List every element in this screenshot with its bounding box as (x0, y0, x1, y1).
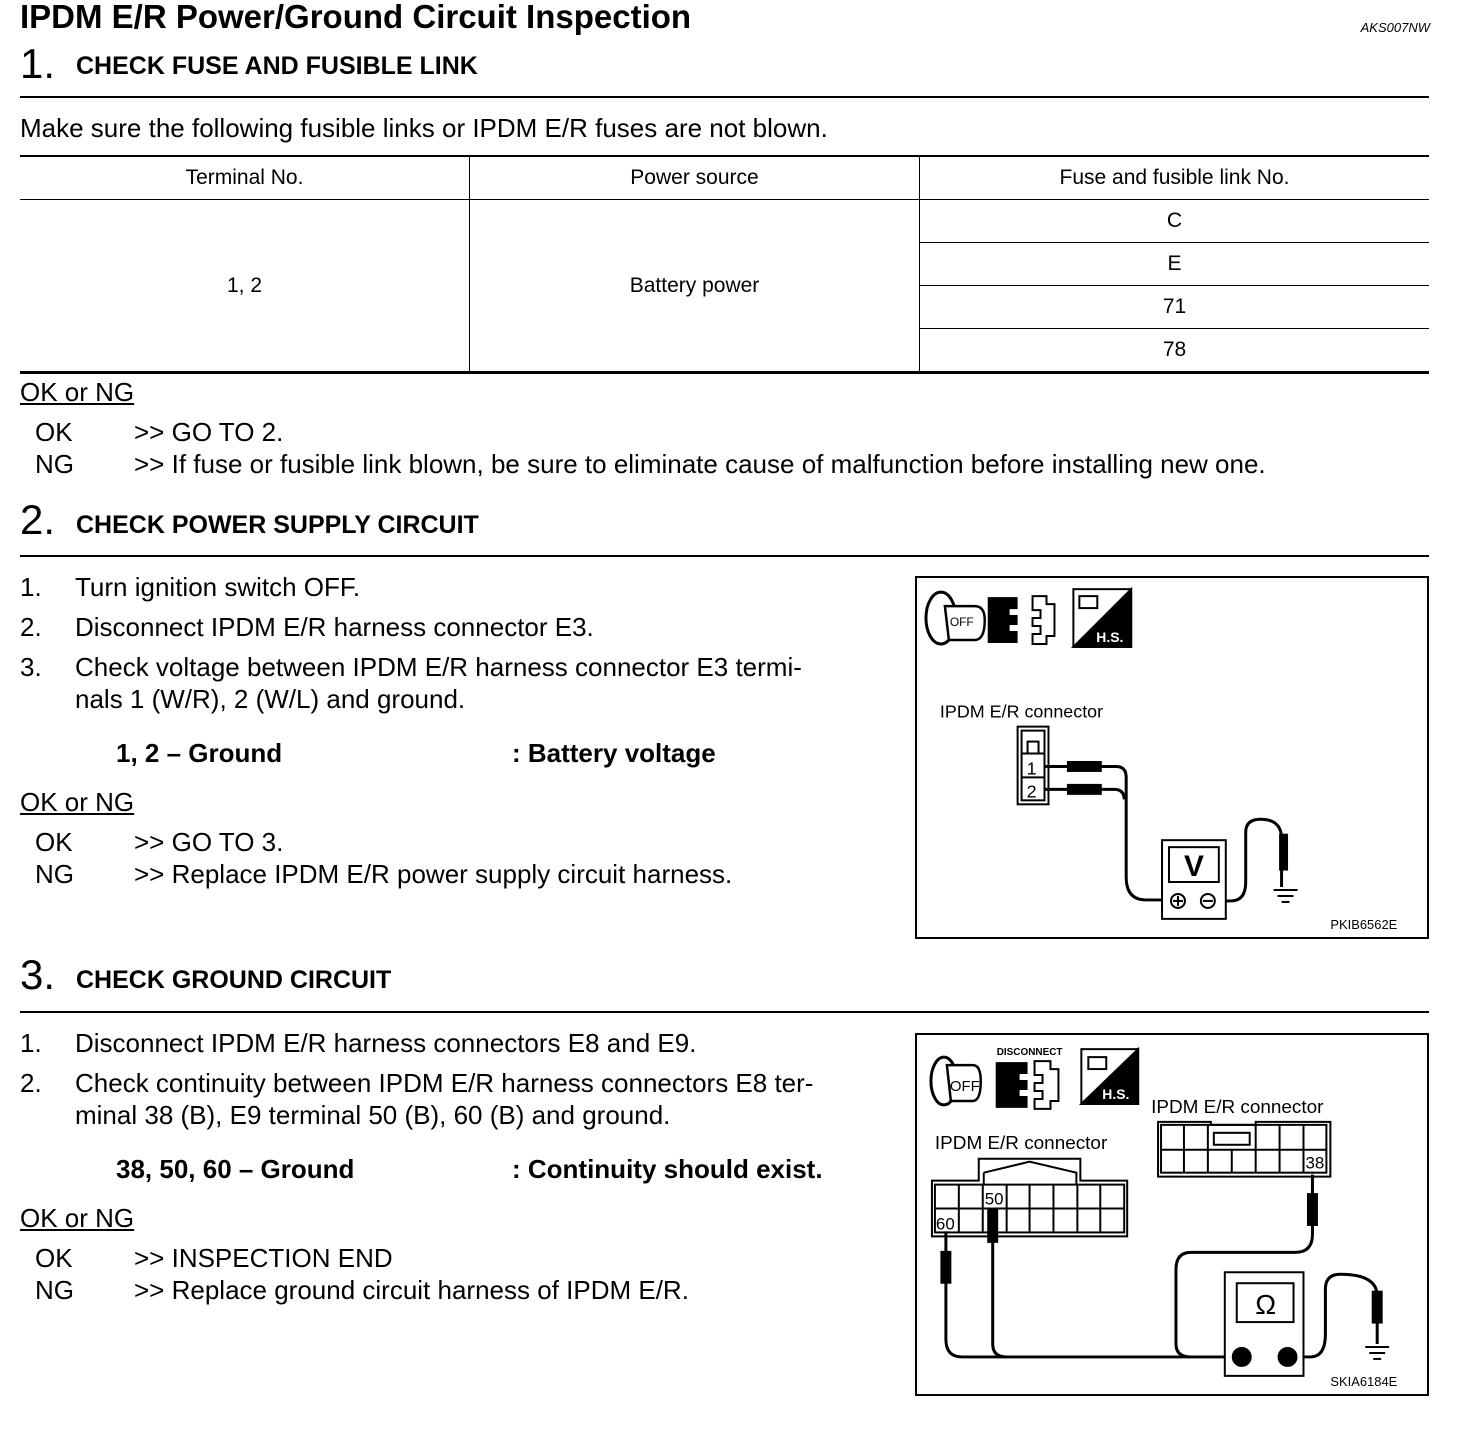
fuse-cell: 78 (920, 329, 1430, 373)
step-text: nals 1 (W/R), 2 (W/L) and ground. (75, 684, 466, 714)
disconnect-label: DISCONNECT (996, 1047, 1063, 1059)
connector-e3 (1018, 727, 1049, 805)
step-number: 2. (20, 612, 42, 642)
pin-60: 60 (935, 1214, 955, 1234)
section-1-number: 1. (20, 40, 56, 87)
result-ok-label: OK (35, 827, 73, 857)
figure-id: PKIB6562E (1330, 916, 1398, 932)
step-number: 3. (20, 652, 42, 682)
figure-id: SKIA6184E (1330, 1373, 1398, 1389)
step-text: minal 38 (B), E9 terminal 50 (B), 60 (B) and ground. (75, 1100, 671, 1130)
step-number: 2. (20, 1068, 42, 1098)
fuse-cell: 71 (920, 286, 1430, 329)
fuse-table (20, 155, 1429, 374)
pin-38: 38 (1305, 1153, 1325, 1173)
disconnect-connector-icon (997, 1061, 1059, 1109)
result-ng-text: >> If fuse or fusible link blown, be sure to eliminate cause of malfunction before installing new one. (134, 449, 1266, 479)
divider (20, 96, 1429, 98)
disconnect-connector-icon (989, 596, 1055, 644)
step-number: 1. (20, 572, 42, 602)
page-title: IPDM E/R Power/Ground Circuit Inspection (20, 0, 692, 35)
spec-value: : Battery voltage (512, 738, 716, 768)
section-1-heading: CHECK FUSE AND FUSIBLE LINK (76, 52, 478, 80)
connector-label: IPDM E/R connector (939, 701, 1104, 722)
column-header-power-source: Power source (470, 156, 920, 200)
result-ok-label: OK (35, 417, 73, 447)
spec-value: : Continuity should exist. (512, 1154, 823, 1184)
fuse-cell: E (920, 243, 1430, 286)
svg-text:OFF: OFF (949, 1077, 980, 1095)
step-text: Disconnect IPDM E/R harness connector E3. (75, 612, 594, 642)
result-ng-label: NG (35, 449, 74, 479)
step-text: Check continuity between IPDM E/R harness connectors E8 ter- (75, 1068, 814, 1098)
ground-icon (1365, 1347, 1389, 1359)
ok-ng-label: OK or NG (20, 787, 135, 817)
table-row (20, 200, 1429, 243)
spec-terminals: 38, 50, 60 – Ground (116, 1154, 355, 1184)
ohmmeter (1225, 1272, 1304, 1376)
section-3-heading: CHECK GROUND CIRCUIT (76, 966, 392, 994)
test-leads (942, 1175, 1381, 1357)
probe-terminal-icon (1279, 1348, 1297, 1366)
connector-e8 (1158, 1122, 1330, 1177)
column-header-fuse: Fuse and fusible link No. (920, 156, 1430, 200)
result-ok-text: >> GO TO 3. (134, 827, 284, 857)
result-ng-label: NG (35, 1275, 74, 1305)
connector-label-e9: IPDM E/R connector (934, 1132, 1108, 1154)
terminal-cell: 1, 2 (20, 200, 470, 373)
connector-label-e8: IPDM E/R connector (1151, 1096, 1324, 1118)
connector-e9 (932, 1159, 1127, 1237)
document-id: AKS007NW (1360, 20, 1430, 35)
ignition-off-icon (926, 592, 985, 644)
ok-ng-label: OK or NG (20, 1203, 135, 1233)
table-header-row (20, 156, 1429, 200)
pin-2: 2 (1026, 781, 1037, 802)
meter-symbol: Ω (1255, 1289, 1277, 1321)
harness-side-icon (1081, 1049, 1138, 1104)
svg-text:H.S.: H.S. (1102, 1085, 1130, 1102)
pin-50: 50 (984, 1189, 1004, 1209)
divider (20, 1011, 1429, 1013)
voltmeter (1162, 840, 1226, 919)
result-ng-label: NG (35, 859, 74, 889)
column-header-terminal: Terminal No. (20, 156, 470, 200)
section-1-intro: Make sure the following fusible links or IPDM E/R fuses are not blown. (20, 113, 828, 143)
result-ng-text: >> Replace IPDM E/R power supply circuit harness. (134, 859, 733, 889)
fuse-cell: C (920, 200, 1430, 243)
result-ok-text: >> INSPECTION END (134, 1243, 393, 1273)
ignition-off-icon (931, 1057, 981, 1105)
step-text: Turn ignition switch OFF. (75, 572, 361, 602)
meter-symbol: V (1183, 850, 1204, 884)
svg-text:OFF: OFF (949, 615, 974, 630)
pin-1: 1 (1026, 758, 1037, 779)
probe-terminal-icon (1233, 1348, 1251, 1366)
result-ng-text: >> Replace ground circuit harness of IPDM E/R. (134, 1275, 689, 1305)
harness-side-icon (1073, 589, 1131, 647)
spec-terminals: 1, 2 – Ground (116, 738, 283, 768)
ground-icon (1274, 890, 1298, 902)
result-ok-label: OK (35, 1243, 73, 1273)
svg-text:H.S.: H.S. (1096, 628, 1124, 645)
continuity-check-figure (915, 1033, 1429, 1396)
ok-ng-label: OK or NG (20, 377, 135, 407)
section-2-number: 2. (20, 496, 56, 543)
step-text: Check voltage between IPDM E/R harness connector E3 termi- (75, 652, 802, 682)
voltage-check-figure (915, 576, 1429, 939)
divider (20, 555, 1429, 557)
section-2-heading: CHECK POWER SUPPLY CIRCUIT (76, 511, 479, 539)
section-3-number: 3. (20, 951, 56, 998)
step-number: 1. (20, 1028, 42, 1058)
step-text: Disconnect IPDM E/R harness connectors E8 and E9. (75, 1028, 697, 1058)
result-ok-text: >> GO TO 2. (134, 417, 284, 447)
power-source-cell: Battery power (470, 200, 920, 373)
